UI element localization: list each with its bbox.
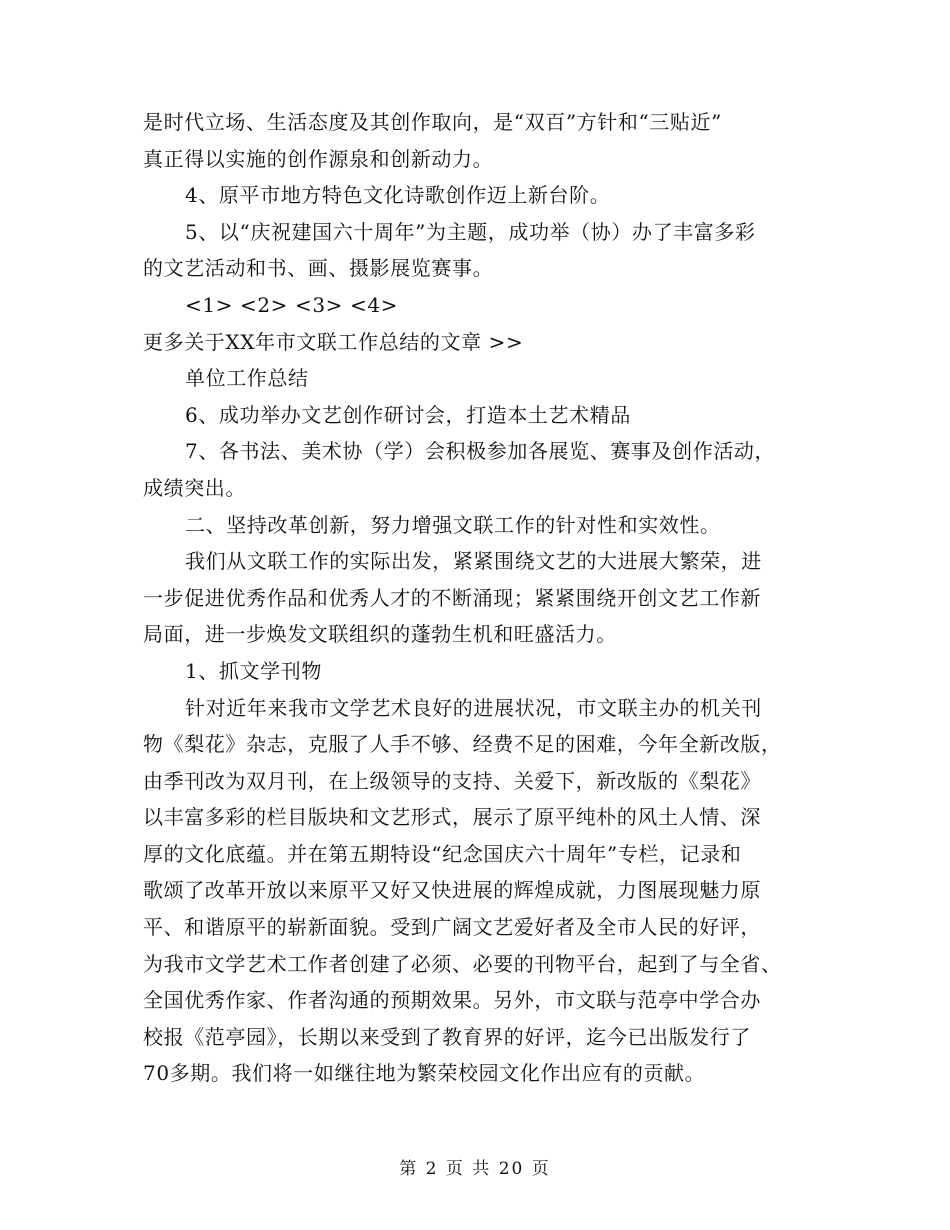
text-line: 以丰富多彩的栏目版块和文艺形式，展示了原平纯朴的风土人情、深 <box>143 805 761 830</box>
pagination-links[interactable]: <1> <2> <3> <4> <box>185 292 399 317</box>
subsection-heading: 1、抓文学刊物 <box>185 658 322 683</box>
text-line: 5、以“庆祝建国六十周年”为主题，成功举（协）办了丰富多彩 <box>185 219 756 244</box>
category-link[interactable]: 单位工作总结 <box>185 366 309 391</box>
text-line: 物《梨花》杂志，克服了人手不够、经费不足的困难，今年全新改版， <box>143 732 782 757</box>
text-line: 成绩突出。 <box>143 475 246 500</box>
text-line: 4、原平市地方特色文化诗歌创作迈上新台阶。 <box>185 183 611 208</box>
text-line: 歌颂了改革开放以来原平又好又快进展的辉煌成就，力图展现魅力原 <box>143 878 761 903</box>
text-line: 7、各书法、美术协（学）会积极参加各展览、赛事及创作活动， <box>185 439 776 464</box>
section-heading: 二、坚持改革创新，努力增强文联工作的针对性和实效性。 <box>185 512 721 537</box>
text-line: 厚的文化底蕴。并在第五期特设“纪念国庆六十周年”专栏，记录和 <box>143 841 742 866</box>
text-line: 由季刊改为双月刊，在上级领导的支持、关爱下，新改版的《梨花》 <box>143 768 761 793</box>
text-line: 是时代立场、生活态度及其创作取向，是“双百”方针和“三贴近” <box>143 110 722 134</box>
page-footer: 第 2 页 共 20 页 <box>399 1159 551 1179</box>
text-line: 的文艺活动和书、画、摄影展览赛事。 <box>143 256 494 281</box>
text-line: 6、成功举办文艺创作研讨会，打造本土艺术精品 <box>185 402 631 427</box>
text-line: 为我市文学艺术工作者创建了必须、必要的刊物平台，起到了与全省、 <box>143 951 782 976</box>
text-line: 局面，进一步焕发文联组织的蓬勃生机和旺盛活力。 <box>143 622 617 647</box>
more-articles-link[interactable]: 更多关于XX年市文联工作总结的文章 >> <box>143 329 524 354</box>
text-line: 全国优秀作家、作者沟通的预期效果。另外，市文联与范亭中学合办 <box>143 988 761 1013</box>
document-body <box>143 104 803 1092</box>
text-line: 一步促进优秀作品和优秀人才的不断涌现；紧紧围绕开创文艺工作新 <box>143 585 761 610</box>
text-line: 70多期。我们将一如继往地为繁荣校园文化作出应有的贡献。 <box>143 1061 706 1086</box>
text-line: 校报《范亭园》，长期以来受到了教育界的好评，迄今已出版发行了 <box>143 1024 751 1049</box>
text-line: 真正得以实施的创作源泉和创新动力。 <box>143 146 494 171</box>
text-line: 针对近年来我市文学艺术良好的进展状况，市文联主办的机关刊 <box>185 695 762 720</box>
text-line: 平、和谐原平的崭新面貌。受到广阔文艺爱好者及全市人民的好评， <box>143 915 761 940</box>
text-line: 我们从文联工作的实际出发，紧紧围绕文艺的大进展大繁荣，进 <box>185 549 762 574</box>
